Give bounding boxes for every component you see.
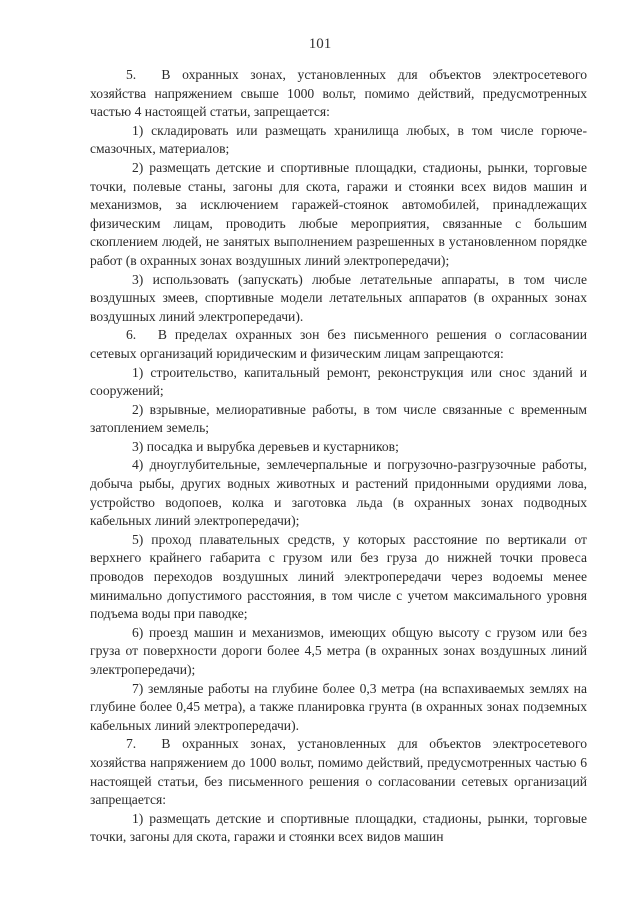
list-item-6-2: 2) взрывные, мелиоративные работы, в том числе связанные с временным затоплением земель; bbox=[90, 401, 587, 436]
list-item-6-6: 6) проезд машин и механизмов, имеющих общую высоту с грузом или без груза от поверхности дороги более 4,5 метра (в охранных зонах воздушных линий электропередачи); bbox=[90, 624, 587, 677]
list-item-6-1: 1) строительство, капитальный ремонт, реконструкция или снос зданий и сооружений; bbox=[90, 364, 587, 399]
list-item-6-5: 5) проход плавательных средств, у которых расстояние по вертикали от верхнего крайнего габарита с грузом или без груза до нижней точки провеса проводов переходов воздушных линий электропередачи через водоемы менее минимально допустимого расстояния, в том числе с учетом максимального уровня подъема воды при паводке; bbox=[90, 531, 587, 622]
list-item-5-2: 2) размещать детские и спортивные площадки, стадионы, рынки, торговые точки, полевые станы, загоны для скота, гаражи и стоянки всех видов машин и механизмов, за исключением гаражей-стоянок автомобилей, принадлежащих физическим лицам, проводить любые мероприятия, связанные с большим скоплением людей, не занятых выполнением разрешенных в установленном порядке работ (в охранных зонах воздушных линий электропередачи); bbox=[90, 159, 587, 268]
list-item-6-4: 4) дноуглубительные, землечерпальные и погрузочно-разгрузочные работы, добыча рыбы, других водных животных и растений придонными орудиями лова, устройство водопоев, колка и заготовка льда (в охранных зонах подводных кабельных линий электропередачи); bbox=[90, 457, 587, 529]
page-number: 101 bbox=[308, 36, 332, 52]
paragraph-5: 5. В охранных зонах, установленных для объектов электросетевого хозяйства напряжением свыше 1000 вольт, помимо действий, предусмотренных частью 4 настоящей статьи, запрещается: bbox=[90, 67, 587, 120]
list-item-6-7: 7) земляные работы на глубине более 0,3 метра (на вспахиваемых землях на глубине более 0,45 метра), а также планировка грунта (в охранных зонах подземных кабельных линий электропередачи). bbox=[90, 680, 587, 733]
paragraph-7: 7. В охранных зонах, установленных для объектов электросетевого хозяйства напряжением до 1000 вольт, помимо действий, предусмотренных частью 6 настоящей статьи, без письменного решения о согласовании сетевых организаций запрещается: bbox=[90, 736, 587, 808]
list-item-6-3: 3) посадка и вырубка деревьев и кустарников; bbox=[132, 438, 399, 454]
list-item-5-3: 3) использовать (запускать) любые летательные аппараты, в том числе воздушных змеев, спортивные модели летательных аппаратов (в охранных зонах воздушных линий электропередачи). bbox=[90, 271, 587, 324]
paragraph-6: 6. В пределах охранных зон без письменного решения о согласовании сетевых организаций юридическим и физическим лицам запрещаются: bbox=[90, 327, 587, 361]
list-item-7-1: 1) размещать детские и спортивные площадки, стадионы, рынки, торговые точки, загоны для скота, гаражи и стоянки всех видов машин bbox=[90, 810, 587, 845]
document-body bbox=[90, 66, 587, 847]
list-item-5-1: 1) складировать или размещать хранилища любых, в том числе горюче-смазочных, материалов; bbox=[90, 122, 587, 157]
